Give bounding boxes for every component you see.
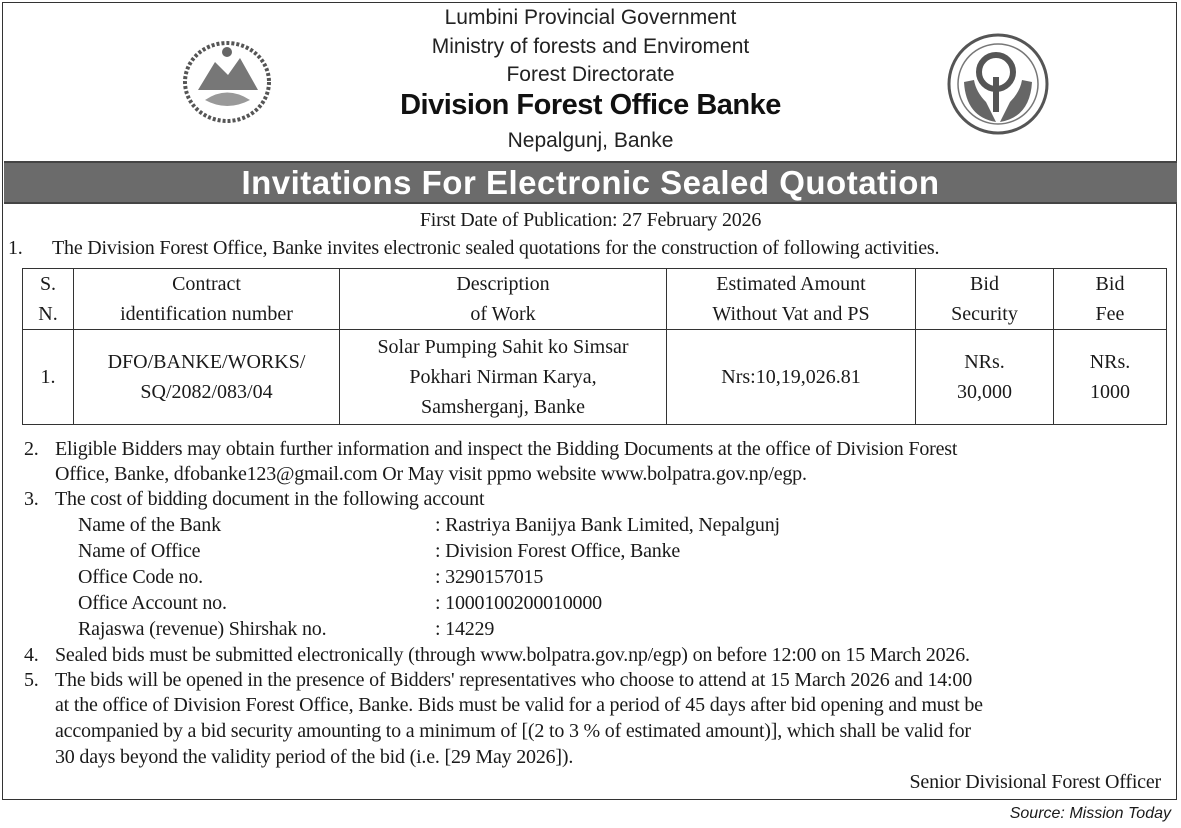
signature: Senior Divisional Forest Officer: [909, 771, 1161, 793]
account-value: : 1000100200010000: [435, 592, 602, 614]
header-security: Bid Security: [916, 269, 1054, 330]
item5-line: 30 days beyond the validity period of the bid (i.e. [29 May 2026]).: [55, 746, 574, 768]
activities-table: [22, 268, 1167, 425]
item5-line: at the office of Division Forest Office, Banke. Bids must be valid for a period of 45 days after bid opening and must be: [55, 694, 983, 716]
item-number: 2.: [24, 438, 39, 460]
item2-line: Eligible Bidders may obtain further information and inspect the Bidding Documents at the office of Division Forest: [55, 438, 958, 460]
account-label: Name of Office: [78, 540, 201, 562]
header-sn: S. N.: [23, 269, 74, 330]
header-office: Division Forest Office Banke: [400, 89, 781, 121]
account-label: Office Account no.: [78, 592, 227, 614]
item-number: 4.: [24, 644, 39, 666]
account-label: Office Code no.: [78, 566, 203, 588]
notice-title: Invitations For Electronic Sealed Quotation: [241, 164, 940, 201]
header-government: Lumbini Provincial Government: [444, 6, 737, 29]
header-contract: Contract identification number: [74, 269, 340, 330]
header-location: Nepalgunj, Banke: [507, 129, 674, 152]
item5-line: accompanied by a bid security amounting to a minimum of [(2 to 3 % of estimated amount)], which shall be valid for: [55, 720, 971, 742]
table-header-row: [23, 269, 1167, 330]
account-value: : 14229: [435, 618, 495, 640]
item-number: 1.: [8, 237, 23, 259]
cell-sn: 1.: [23, 330, 74, 425]
table-row: [23, 330, 1167, 425]
item-number: 5.: [24, 669, 39, 691]
cell-security: NRs. 30,000: [916, 330, 1054, 425]
cell-contract: DFO/BANKE/WORKS/ SQ/2082/083/04: [74, 330, 340, 425]
publication-date: First Date of Publication: 27 February 2026: [419, 209, 762, 231]
source-credit: Source: Mission Today: [1009, 805, 1171, 822]
item5-line: The bids will be opened in the presence of Bidders' representatives who choose to attend at 15 March 2026 and 14:00: [55, 669, 973, 691]
account-value: : 3290157015: [435, 566, 544, 588]
item4-text: Sealed bids must be submitted electronically (through www.bolpatra.gov.np/egp) on before 12:00 on 15 March 2026.: [55, 644, 970, 666]
header-description: Description of Work: [340, 269, 667, 330]
item2-line: Office, Banke, dfobanke123@gmail.com Or May visit ppmo website www.bolpatra.gov.np/egp.: [55, 463, 807, 485]
header-fee: Bid Fee: [1054, 269, 1167, 330]
account-value: : Division Forest Office, Banke: [435, 540, 681, 562]
cell-fee: NRs. 1000: [1054, 330, 1167, 425]
item-number: 3.: [24, 488, 39, 510]
header-amount: Estimated Amount Without Vat and PS: [667, 269, 916, 330]
cell-description: Solar Pumping Sahit ko Simsar Pokhari Nirman Karya, Samsherganj, Banke: [340, 330, 667, 425]
header-ministry: Ministry of forests and Enviroment: [431, 35, 750, 58]
item1-text: The Division Forest Office, Banke invites electronic sealed quotations for the construction of following activities.: [52, 237, 940, 259]
cell-amount: Nrs:10,19,026.81: [667, 330, 916, 425]
header-directorate: Forest Directorate: [506, 63, 675, 86]
title-band: [4, 161, 1177, 204]
account-value: : Rastriya Banijya Bank Limited, Nepalgunj: [435, 514, 780, 536]
account-label: Name of the Bank: [78, 514, 221, 536]
item3-text: The cost of bidding document in the following account: [55, 488, 485, 510]
account-label: Rajaswa (revenue) Shirshak no.: [78, 618, 327, 640]
